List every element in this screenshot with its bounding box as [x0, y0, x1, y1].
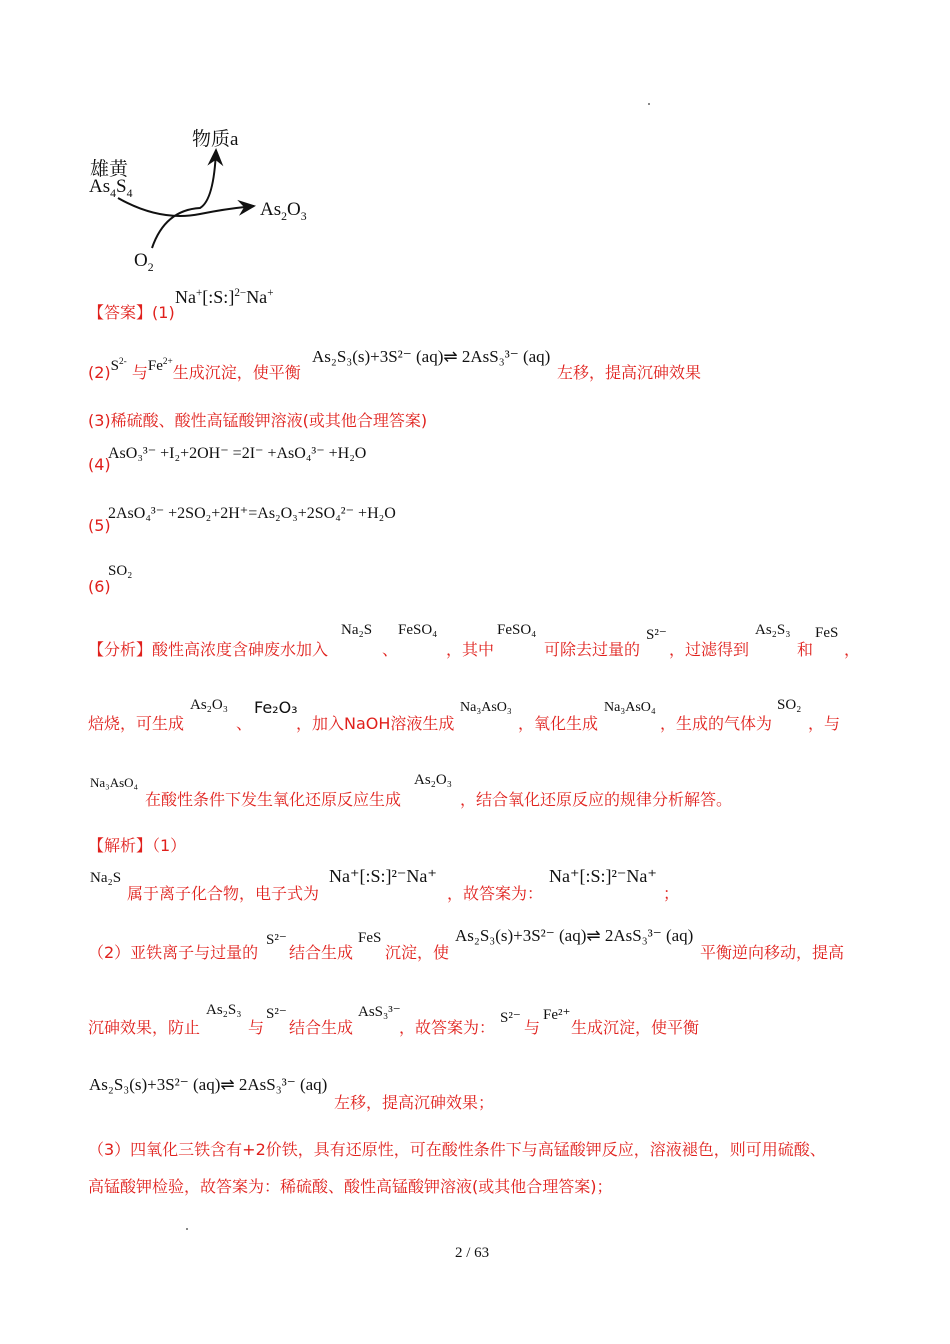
answer-line-1 — [88, 300, 175, 323]
formula-na3aso3: Na₃AsO₃ — [460, 700, 512, 715]
explanation-text: 平衡逆向移动，提高 — [700, 943, 845, 962]
answer-line-2: $(2)S^{2-}$ 与$Fe^{2+}$生成沉淀，使平衡 — [88, 357, 301, 382]
q6-num: (6) — [88, 577, 111, 596]
explanation-text: 与 — [248, 1018, 265, 1037]
realgar-formula: $As_4S_4$ — [89, 176, 133, 200]
q1-num: (1) — [152, 303, 175, 322]
q2-end: 左移，提高沉砷效果 — [557, 363, 702, 382]
analysis-text: 、 — [236, 714, 253, 733]
analysis-text: 可除去过量的 — [544, 640, 641, 659]
arrowhead-oxide — [245, 206, 254, 207]
explanation-text: 左移，提高沉砷效果； — [334, 1093, 495, 1112]
analysis-text: 在酸性条件下发生氧化还原反应生成 — [145, 790, 402, 809]
analysis-text: ，结合氧化还原反应的规律分析解答。 — [460, 790, 733, 809]
electron-formula-q1: Na+[:S:]$^{2-}$Na+ — [175, 287, 274, 307]
analysis-text: 焙烧，可生成 — [88, 714, 185, 733]
q5-equation: 2AsO₄³⁻ +2SO₂+2H⁺=As₂O₃+2SO₄²⁻ +H₂O — [108, 505, 396, 522]
analysis-tag: 【分析】 — [88, 640, 153, 659]
explanation-text: ，故答案为： — [399, 1018, 496, 1037]
analysis-text: ， — [844, 640, 861, 659]
oxide-label: $As_2O_3$ — [260, 199, 307, 223]
q4-equation: AsO₃³⁻ +I₂+2OH⁻ =2I⁻ +AsO₄³⁻ +H₂O — [108, 445, 367, 462]
explanation-text: （3）四氧化三铁含有+2价铁，具有还原性，可在酸性条件下与高锰酸钾反应，溶液褪色，则可用硫酸、 — [88, 1140, 826, 1159]
explanation-text: 结合生成 — [289, 1018, 354, 1037]
electron-formula: Na⁺[:S:]²⁻Na⁺ — [329, 866, 437, 886]
explanation-text: ，故答案为： — [447, 884, 544, 903]
equilibrium-q2: As₂S₃(s)+3S²⁻ (aq)⇌ 2AsS₃³⁻ (aq) — [312, 347, 551, 366]
formula-fe2: Fe²⁺ — [543, 1007, 571, 1023]
formula-as2o3: As₂O₃ — [190, 697, 228, 713]
formula-feso4: FeSO₄ — [398, 622, 438, 638]
explanation-text: （2）亚铁离子与过量的 — [88, 943, 259, 962]
formula-s2: S²⁻ — [646, 627, 667, 643]
explanation-text: 沉砷效果，防止 — [88, 1018, 201, 1037]
explanation-tag: 【解析】（1） — [88, 836, 187, 855]
equilibrium: As₂S₃(s)+3S²⁻ (aq)⇌ 2AsS₃³⁻ (aq) — [455, 926, 694, 945]
formula-so2: SO₂ — [777, 697, 802, 713]
q5-num: (5) — [88, 516, 111, 535]
explanation-text: 高锰酸钾检验，故答案为：稀硫酸、酸性高锰酸钾溶液(或其他合理答案)； — [88, 1177, 613, 1196]
analysis-line-1 — [88, 637, 328, 660]
analysis-text: 和 — [797, 640, 814, 659]
page-number: 2 / 63 — [455, 1245, 490, 1261]
analysis-text: ，氧化生成 — [518, 714, 599, 733]
q6-answer: SO₂ — [108, 563, 133, 579]
equilibrium: As₂S₃(s)+3S²⁻ (aq)⇌ 2AsS₃³⁻ (aq) — [89, 1075, 328, 1094]
arrow-oxygen-to-product — [152, 150, 216, 248]
formula-fes: FeS — [815, 625, 839, 641]
formula-na2s: Na₂S — [341, 622, 373, 638]
product-a-label: 物质a — [192, 129, 239, 150]
formula-na3aso4: Na₃AsO₄ — [90, 775, 139, 790]
corner-mark — [186, 1228, 188, 1230]
explanation-text: 属于离子化合物，电子式为 — [127, 884, 320, 903]
analysis-text: ，生成的气体为 — [660, 714, 773, 733]
corner-mark — [648, 103, 650, 105]
q2-tail: 生成沉淀，使平衡 — [172, 363, 301, 382]
analysis-text: 酸性高浓度含砷废水加入 — [152, 640, 329, 659]
formula-na3aso4: Na₃AsO₄ — [604, 700, 656, 715]
explanation-text: 沉淀，使 — [385, 943, 450, 962]
q2-num: (2) — [88, 363, 111, 382]
realgar-label: 雄黄 — [90, 159, 129, 180]
analysis-text: ，与 — [808, 714, 841, 733]
formula-ass3: AsS₃³⁻ — [358, 1004, 401, 1020]
formula-fes: FeS — [358, 930, 382, 946]
analysis-text: ，加入NaOH溶液生成 — [296, 714, 455, 733]
oxygen-label: $O_2$ — [134, 250, 154, 274]
formula-na2s: Na₂S — [90, 870, 122, 886]
formula-s2: S²⁻ — [500, 1010, 521, 1026]
formula-fe2o3: Fe₂O₃ — [254, 698, 298, 717]
electron-formula: Na⁺[:S:]²⁻Na⁺ — [549, 866, 657, 886]
formula-as2s3: As₂S₃ — [755, 622, 791, 638]
formula-feso4: FeSO₄ — [497, 622, 537, 638]
analysis-text: 、 — [382, 640, 399, 659]
formula-as2s3: As₂S₃ — [206, 1002, 242, 1018]
formula-as2o3: As₂O₃ — [414, 772, 452, 788]
explanation-text: ； — [663, 884, 680, 903]
formula-s2: S²⁻ — [266, 1006, 287, 1022]
q3-answer: (3)稀硫酸、酸性高锰酸钾溶液(或其他合理答案) — [88, 411, 428, 430]
analysis-text: ，其中 — [446, 640, 495, 659]
explanation-text: 生成沉淀，使平衡 — [571, 1018, 700, 1037]
analysis-text: ，过滤得到 — [669, 640, 750, 659]
q4-num: (4) — [88, 455, 111, 474]
formula-s2: S²⁻ — [266, 932, 287, 948]
explanation-text: 结合生成 — [289, 943, 354, 962]
explanation-text: 与 — [524, 1018, 541, 1037]
answer-tag: 【答案】 — [88, 303, 153, 322]
